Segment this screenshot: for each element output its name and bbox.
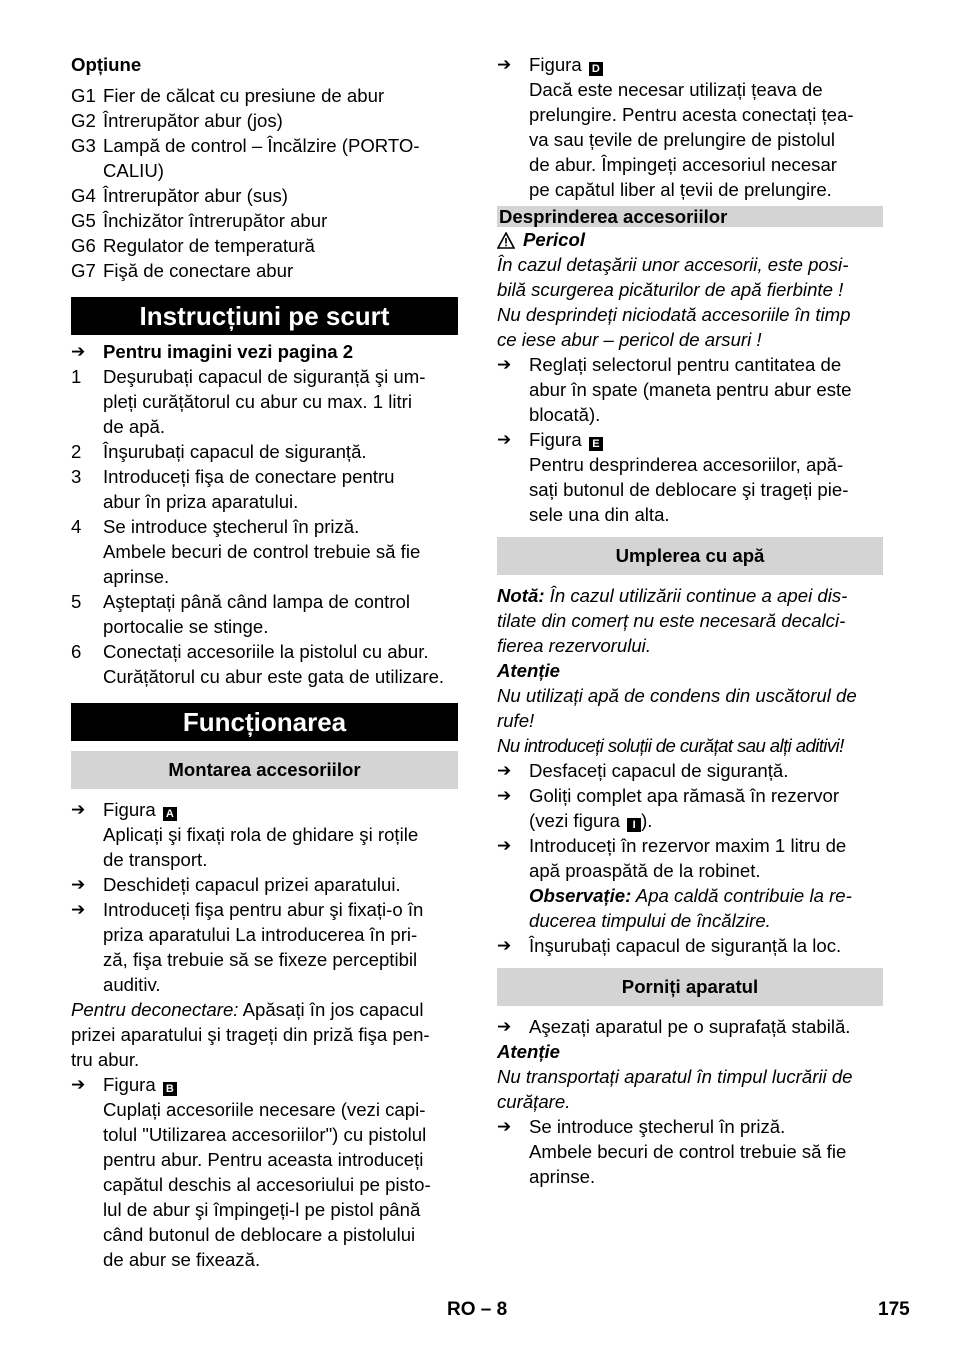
text-line: tolul "Utilizarea accesoriilor") cu pistolul (103, 1124, 427, 1145)
step-item-1 (71, 364, 458, 439)
text-line: fierea rezervorului. (497, 635, 651, 656)
text-line: Lampă de control – Încălzire (PORTO- (103, 135, 420, 156)
figure-e-item (497, 427, 883, 527)
step-list (71, 364, 458, 689)
start-item-2 (497, 1114, 883, 1189)
text-line: tilate din comerț nu este necesară decalci- (497, 610, 846, 631)
text-line: de apă. (103, 416, 166, 437)
fill-water-heading: Umplerea cu apă (497, 537, 883, 575)
text-line: sele una din alta. (529, 504, 670, 525)
text-line: de transport. (103, 849, 208, 870)
text-line: prelungire. Pentru acesta conectați țea- (529, 104, 854, 125)
figure-d-item (497, 52, 883, 202)
text-line: Aşteptați până când lampa de control (103, 591, 410, 612)
option-title: Opțiune (71, 54, 142, 75)
start-item-2-row (497, 1114, 883, 1189)
step-item-key: 2 (71, 441, 82, 462)
observation-rest: Apa caldă contribuie la re- (631, 885, 852, 906)
option-item-g7 (71, 258, 458, 283)
note-rest: În cazul utilizării continue a apei dis- (544, 585, 848, 606)
option-item-g5 (71, 208, 458, 233)
text-line: Nu transportați aparatul în timpul lucrării de (497, 1066, 853, 1087)
text-line: În cazul detaşării unor accesorii, este posi- (497, 254, 849, 275)
quick-instructions-heading: Instrucțiuni pe scurt (71, 297, 458, 335)
detach-item-1 (497, 352, 883, 427)
figure-b-item (71, 1072, 458, 1272)
text-line: Introduceți fişa pentru abur şi fixați-o în (103, 899, 424, 920)
text-line: blocată). (529, 404, 601, 425)
option-item-key: G3 (71, 135, 96, 156)
footer-section-label: RO – 8 (447, 1299, 508, 1320)
text-line: pentru abur. Pentru aceasta introduceți (103, 1149, 424, 1170)
step-item-4 (71, 514, 458, 589)
option-item-g2 (71, 108, 458, 133)
text-line: Întrerupător abur (sus) (103, 185, 288, 206)
figure-label: Figura (103, 1074, 156, 1095)
observation-line1 (529, 883, 883, 908)
text-line: portocalie se stinge. (103, 616, 269, 637)
step-item-3 (71, 464, 458, 514)
figure-label: Figura (529, 54, 582, 75)
text-line: rufe! (497, 710, 535, 731)
arrow-icon: ➔ (71, 1075, 86, 1094)
option-item-key: G1 (71, 85, 96, 106)
step-item-key: 6 (71, 641, 82, 662)
mount-items (71, 872, 458, 997)
step-item-key: 3 (71, 466, 82, 487)
text-line: pe capătul liber al țevii de prelungire. (529, 179, 832, 200)
text-line: când butonul de deblocare a pistolului (103, 1224, 416, 1245)
observation-label: Observație: (529, 885, 632, 906)
arrow-icon: ➔ (497, 430, 512, 449)
text-line: abur în priza aparatului. (103, 491, 299, 512)
mount-item-2 (71, 897, 458, 997)
text-line: Regulator de temperatură (103, 235, 315, 256)
step-item-2 (71, 439, 458, 464)
text-line: Ambele becuri de control trebuie să fie (103, 541, 421, 562)
left-column (71, 52, 458, 1272)
text-line: Curățătorul cu abur este gata de utilizare. (103, 666, 445, 687)
option-list (71, 83, 458, 283)
arrow-icon: ➔ (497, 936, 512, 955)
text-line: Fier de călcat cu presiune de abur (103, 85, 385, 106)
text-line: Cuplați accesoriile necesare (vezi capi- (103, 1099, 426, 1120)
fill-item-4: ➔ Înşurubați capacul de siguranță la loc. (497, 935, 842, 956)
attention-no-additives: Nu introduceți soluții de curățat sau alți aditivi! (497, 735, 844, 756)
arrow-icon: ➔ (71, 875, 86, 894)
fill-item-2: ➔ Goliți complet apa rămasă în rezervor (vezi figura I ). (497, 785, 840, 831)
note-text (497, 608, 883, 658)
text-line: Reglați selectorul pentru cantitatea de (529, 354, 842, 375)
text-line: Ambele becuri de control trebuie să fie (529, 1141, 847, 1162)
text-line: Deschideți capacul prizei aparatului. (103, 874, 401, 895)
start-item-1: ➔ Aşezați aparatul pe o suprafață stabilă. (497, 1016, 851, 1037)
figure-e-row (497, 427, 883, 527)
attention-label-1: Atenție (497, 660, 561, 681)
arrow-icon: ➔ (497, 1017, 512, 1036)
arrow-icon: ➔ (497, 55, 512, 74)
text-line: tru abur. (71, 1049, 140, 1070)
arrow-icon: ➔ (497, 786, 512, 805)
text-line: capătul deschis al accesoriului pe pisto- (103, 1174, 431, 1195)
attention-label-2: Atenție (497, 1041, 561, 1062)
quick-arrow-text: Pentru imagini vezi pagina 2 (103, 341, 354, 362)
text-line: auditiv. (103, 974, 161, 995)
text-line: de abur. Împingeți accesoriul necesar (529, 154, 838, 175)
figure-d-label-icon: D (589, 62, 603, 76)
text-line: apă proaspătă de la robinet. (529, 860, 761, 881)
text-line: prizei aparatului şi trageți din priză fişa pen- (71, 1024, 430, 1045)
text-line: Conectați accesoriile la pistolul cu abur. (103, 641, 429, 662)
fill-item-1: ➔ Desfaceți capacul de siguranță. (497, 760, 789, 781)
text-line: bilă scurgerea picăturilor de apă fierbinte ! (497, 279, 844, 300)
option-item-key: G4 (71, 185, 96, 206)
text-line: Introduceți fişa de conectare pentru (103, 466, 395, 487)
option-item-g4 (71, 183, 458, 208)
option-item-g3 (71, 133, 458, 183)
warning-triangle-icon (497, 232, 515, 249)
start-device-heading: Porniți aparatul (497, 968, 883, 1006)
text-line: priza aparatului La introducerea în pri- (103, 924, 418, 945)
text-line: aprinse. (103, 566, 170, 587)
text-line: Nu desprindeți niciodată accesoriile în timp (497, 304, 851, 325)
arrow-icon: ➔ (497, 761, 512, 780)
arrow-icon: ➔ (71, 900, 86, 919)
step-item-key: 1 (71, 366, 82, 387)
option-item-key: G5 (71, 210, 96, 231)
attention-text-1 (497, 683, 883, 733)
figure-d-row (497, 52, 883, 202)
arrow-icon: ➔ (71, 342, 86, 361)
figure-b-row (71, 1072, 458, 1272)
step-item-5 (71, 589, 458, 639)
figure-a-row (71, 797, 458, 872)
text-line: Se introduce ştecherul în priză. (529, 1116, 786, 1137)
text-line: Deşurubați capacul de siguranță şi um- (103, 366, 426, 387)
danger-label-line (497, 227, 883, 252)
text-line: Introduceți în rezervor maxim 1 litru de (529, 835, 847, 856)
text-line: Aplicați şi fixați rola de ghidare şi roțile (103, 824, 419, 845)
step-item-key: 5 (71, 591, 82, 612)
text-line: va sau țevile de prelungire de pistolul (529, 129, 835, 150)
note-label: Notă: (497, 585, 545, 606)
option-item-key: G2 (71, 110, 96, 131)
figure-b-label-icon: B (163, 1082, 177, 1096)
text-line: pleți curățătorul cu abur cu max. 1 litri (103, 391, 412, 412)
figure-a-item (71, 797, 458, 872)
mount-item-1 (71, 872, 458, 897)
option-item-key: G6 (71, 235, 96, 256)
figure-e-label-icon: E (589, 437, 603, 451)
option-item-g1 (71, 83, 458, 108)
text-line: ză, fişa trebuie să se fixeze perceptibil (103, 949, 418, 970)
text-line: Închizător întrerupător abur (103, 210, 328, 231)
arrow-icon: ➔ (497, 355, 512, 374)
figure-i-label-icon: I (627, 818, 641, 832)
text-line: Se introduce ştecherul în priză. (103, 516, 360, 537)
text-line: curățare. (497, 1091, 571, 1112)
footer-page-number: 175 (878, 1299, 910, 1320)
text-line: Fişă de conectare abur (103, 260, 294, 281)
disconnect-paragraph-line1 (71, 997, 458, 1022)
text-line: lul de abur şi împingeți-l pe pistol până (103, 1199, 421, 1220)
danger-label: Pericol (523, 229, 586, 250)
text-line: Înşurubați capacul de siguranță. (103, 441, 367, 462)
disconnect-rest: Apăsați în jos capacul (238, 999, 424, 1020)
arrow-icon: ➔ (497, 836, 512, 855)
detach-accessories-heading: Desprinderea accesoriilor (497, 206, 883, 227)
text-line: aprinse. (529, 1166, 596, 1187)
step-item-key: 4 (71, 516, 82, 537)
text-line: Pentru desprinderea accesoriilor, apă- (529, 454, 844, 475)
text-line: abur în spate (maneta pentru abur este (529, 379, 852, 400)
text-line: Dacă este necesar utilizați țeava de (529, 79, 823, 100)
note-line1 (497, 583, 883, 608)
arrow-icon: ➔ (71, 800, 86, 819)
text-line: sați butonul de deblocare şi trageți pie- (529, 479, 849, 500)
disconnect-label: Pentru deconectare: (71, 999, 239, 1020)
figure-label: Figura (529, 429, 582, 450)
detach-items (497, 352, 883, 427)
observation-line2: ducerea timpului de încălzire. (529, 910, 771, 931)
attention-text-2 (497, 1064, 883, 1114)
disconnect-paragraph (71, 1022, 458, 1072)
mount-accessories-heading: Montarea accesoriilor (71, 751, 458, 789)
figure-a-label-icon: A (163, 807, 177, 821)
text-line: Nu utilizați apă de condens din uscătorul de (497, 685, 857, 706)
text-line: CALIU) (103, 160, 164, 181)
option-item-g6 (71, 233, 458, 258)
text-line: ce iese abur – pericol de arsuri ! (497, 329, 762, 350)
operation-heading: Funcționarea (71, 703, 458, 741)
text-line: de abur se fixează. (103, 1249, 261, 1270)
text-line: Întrerupător abur (jos) (103, 110, 283, 131)
danger-text (497, 252, 883, 352)
quick-arrow-item (71, 339, 458, 364)
right-column (497, 52, 883, 1189)
fill-item-3 (497, 833, 883, 933)
step-item-6 (71, 639, 458, 689)
option-item-key: G7 (71, 260, 96, 281)
arrow-icon: ➔ (497, 1117, 512, 1136)
figure-label: Figura (103, 799, 156, 820)
